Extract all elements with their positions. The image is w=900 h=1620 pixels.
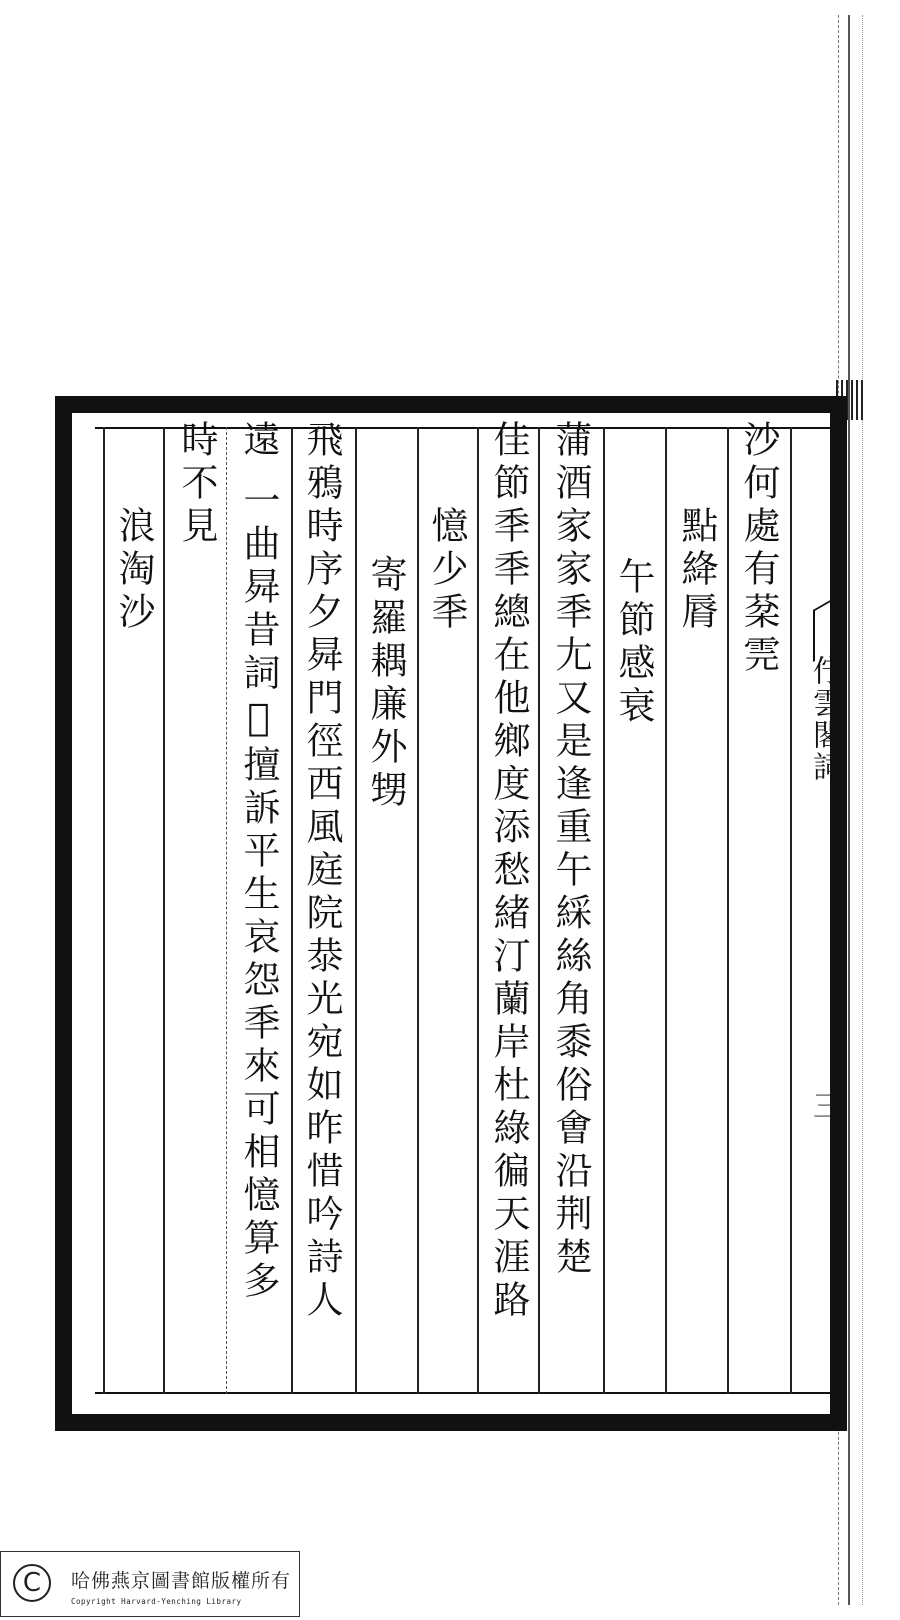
copyright-chinese: 哈佛燕京圖書館版權所有 bbox=[71, 1570, 292, 1592]
text-column: 寄羅耦廉外甥 bbox=[364, 555, 407, 813]
column-rule bbox=[291, 427, 293, 1394]
inner-border-bottom bbox=[95, 1392, 835, 1394]
text-column: 時不見 bbox=[175, 420, 218, 549]
banxin-rule bbox=[835, 427, 837, 1394]
copyright-icon: C bbox=[13, 1564, 51, 1602]
column-rule bbox=[603, 427, 605, 1394]
text-column: 飛鴉時序夕曻門徑西風庭院㳟光宛如昨惜吟詩人 bbox=[300, 420, 343, 1323]
column-rule bbox=[790, 427, 792, 1394]
copyright-english: Copyright Harvard-Yenching Library bbox=[71, 1597, 242, 1606]
binding-edge-line bbox=[848, 15, 850, 1605]
column-rule bbox=[163, 427, 165, 1394]
text-column: 浪淘沙 bbox=[112, 506, 155, 635]
text-column: 午節感衰 bbox=[612, 557, 655, 729]
text-column: 蒲酒家家秊尢又是逢重午綵絲角黍俗㑹沿荆楚 bbox=[549, 420, 592, 1280]
text-column: 遠 一曲曻昔詞𣢾擅訴平生哀怨秊來可相憶算多 bbox=[237, 420, 280, 1304]
text-column: 點絳脣 bbox=[675, 506, 718, 635]
text-column: 憶少秊 bbox=[425, 506, 468, 635]
column-rule bbox=[538, 427, 540, 1394]
text-column: 佳節秊秊總在他鄉度添愁緒汀蘭岸杜綠徧天涯路 bbox=[487, 420, 530, 1323]
copyright-stamp bbox=[0, 1551, 300, 1617]
column-rule bbox=[355, 427, 357, 1394]
banxin-page-number: 三 bbox=[807, 1090, 842, 1120]
column-rule bbox=[665, 427, 667, 1394]
column-rule bbox=[477, 427, 479, 1394]
banxin-title: 佇雲閣詞 bbox=[807, 655, 842, 783]
column-rule bbox=[226, 427, 227, 1394]
text-column: 沙何處有棻䨌 bbox=[737, 420, 780, 678]
binding-edge-line bbox=[862, 15, 863, 1605]
column-rule bbox=[727, 427, 729, 1394]
column-rule bbox=[103, 427, 105, 1394]
column-rule bbox=[417, 427, 419, 1394]
